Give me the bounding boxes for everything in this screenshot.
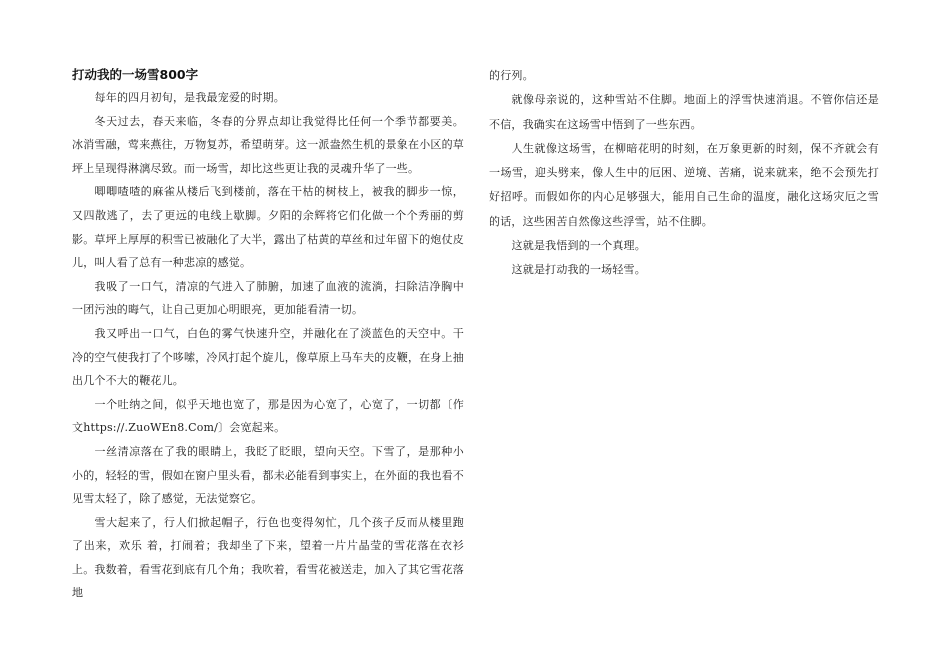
paragraph: 雪大起来了，行人们掀起帽子，行色也变得匆忙，几个孩子反而从楼里跑了出来，欢乐 着，打闹着；我却坐了下来，望着一片片晶莹的雪花落在衣衫上。我数着，看雪花到底有几个角；我吹着，看雪花被送走，加入了其它雪花落地 <box>72 515 464 600</box>
paragraph: 这就是打动我的一场轻雪。 <box>511 263 646 277</box>
left-column <box>72 64 464 605</box>
paragraph: 唧唧喳喳的麻雀从楼后飞到楼前，落在干枯的树枝上，被我的脚步一惊，又四散逃了，去了更远的电线上歇脚。夕阳的余辉将它们化做一个个秀丽的剪影。草坪上厚厚的积雪已被融化了大半，露出了枯黄的草丝和过年留下的炮仗皮儿，叫人看了总有一种悲凉的感觉。 <box>72 185 464 270</box>
paragraph: 冬天过去，春天来临，冬春的分界点却让我觉得比任何一个季节都要美。冰消雪融，莺来燕往，万物复苏，希望萌芽。这一派盎然生机的景象在小区的草坪上呈现得淋漓尽致。而一场雪，却比这些更让我的灵魂升华了一些。 <box>72 114 464 175</box>
paragraph: 就像母亲说的，这种雪站不住脚。地面上的浮雪快速消退。不管你信还是不信，我确实在这场雪中悟到了一些东西。 <box>489 93 879 131</box>
paragraph-continuation: 的行列。 <box>489 69 534 82</box>
paragraph: 我又呼出一口气，白色的雾气快速升空，并融化在了淡蓝色的天空中。干冷的空气使我打了个哆嗦，冷风打起个旋儿，像草原上马车夫的皮鞭，在身上抽出几个不大的鞭花儿。 <box>72 326 464 388</box>
paragraph: 一丝清凉落在了我的眼睛上，我眨了眨眼，望向天空。下雪了，是那种小小的，轻轻的雪，假如在窗户里头看，都未必能看到事实上，在外面的我也看不见雪太轻了，除了感觉，无法觉察它。 <box>72 444 464 506</box>
paragraph: 我吸了一口气，清凉的气进入了肺腑，加速了血液的流淌，扫除洁净胸中一团污浊的晦气，让自己更加心明眼亮，更加能看清一切。 <box>72 279 464 317</box>
paragraph: 这就是我悟到的一个真理。 <box>511 239 646 253</box>
right-column <box>489 64 879 283</box>
paragraph: 一个吐纳之间，似乎天地也宽了，那是因为心宽了，心宽了，一切都〔作文https://.ZuoWEn8.Com/〕会宽起来。 <box>72 397 464 435</box>
document-title: 打动我的一场雪800字 <box>72 67 199 82</box>
paragraph: 每年的四月初旬，是我最宠爱的时期。 <box>94 91 285 104</box>
paragraph: 人生就像这场雪，在柳暗花明的时刻，在万象更新的时刻，保不齐就会有一场雪，迎头劈来，像人生中的厄困、逆境、苦痛，说来就来，绝不会预先打好招呼。而假如你的内心足够强大，能用自己生命的温度，融化这场灾厄之雪的话，这些困苦自然像这些浮雪，站不住脚。 <box>489 141 879 228</box>
